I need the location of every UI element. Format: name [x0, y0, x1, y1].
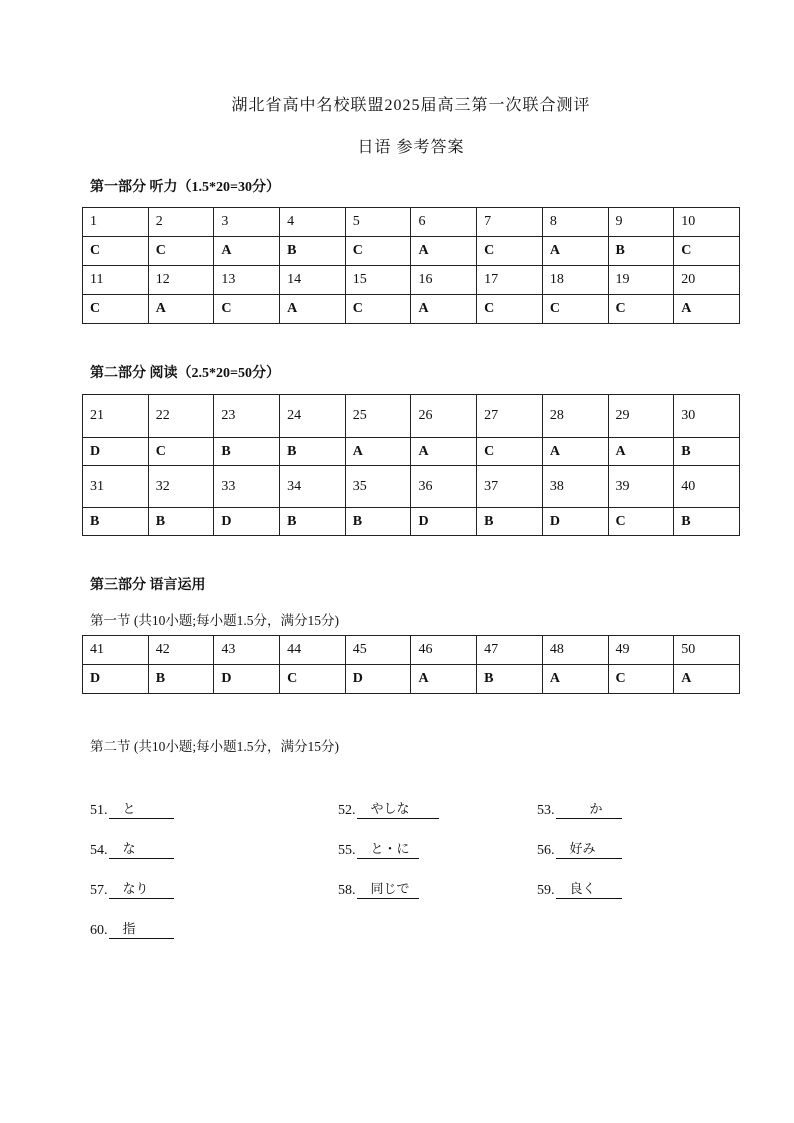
answer-blank: な: [109, 838, 174, 859]
question-number-cell: 30: [674, 395, 740, 438]
question-number-cell: 34: [280, 466, 346, 508]
answer-cell: B: [280, 508, 346, 536]
answer-cell: C: [148, 237, 214, 266]
answer-row: [83, 665, 740, 694]
question-number-cell: 19: [608, 266, 674, 295]
question-number-cell: 6: [411, 208, 477, 237]
fill-in-item: [537, 838, 622, 859]
answer-blank: 同じで: [357, 878, 419, 899]
question-number: 56.: [537, 843, 555, 858]
answer-cell: C: [608, 665, 674, 694]
question-number-cell: 14: [280, 266, 346, 295]
question-number-cell: 46: [411, 636, 477, 665]
part1-heading: 第一部分 听力（1.5*20=30分）: [90, 180, 280, 195]
answer-cell: A: [345, 438, 411, 466]
answer-cell: A: [411, 665, 477, 694]
answer-blank: 指: [109, 918, 174, 939]
answer-cell: C: [477, 438, 543, 466]
answer-cell: A: [280, 295, 346, 324]
question-number-cell: 42: [148, 636, 214, 665]
question-number-cell: 29: [608, 395, 674, 438]
question-number-cell: 9: [608, 208, 674, 237]
question-number-row: [83, 208, 740, 237]
answer-cell: A: [411, 237, 477, 266]
fill-in-item: [338, 878, 419, 899]
answer-cell: B: [608, 237, 674, 266]
question-number-cell: 31: [83, 466, 149, 508]
question-number-cell: 2: [148, 208, 214, 237]
question-number-cell: 38: [542, 466, 608, 508]
answer-cell: D: [83, 438, 149, 466]
question-number-cell: 23: [214, 395, 280, 438]
answer-cell: B: [674, 438, 740, 466]
question-number-cell: 21: [83, 395, 149, 438]
question-number-cell: 49: [608, 636, 674, 665]
answer-blank: か: [556, 798, 622, 819]
fill-in-item: [90, 798, 174, 819]
answer-cell: A: [542, 237, 608, 266]
question-number-cell: 50: [674, 636, 740, 665]
question-number: 51.: [90, 803, 108, 818]
question-number-cell: 27: [477, 395, 543, 438]
question-number: 54.: [90, 843, 108, 858]
question-number: 53.: [537, 803, 555, 818]
answer-cell: A: [411, 438, 477, 466]
fill-in-item: [338, 798, 439, 819]
question-number-row: [83, 395, 740, 438]
part3-section2-heading: 第二节 (共10小题;每小题1.5分，满分15分): [90, 739, 339, 754]
answer-blank: なり: [109, 878, 174, 899]
fill-in-item: [90, 878, 174, 899]
fill-in-item: [537, 878, 622, 899]
question-number-cell: 4: [280, 208, 346, 237]
answer-cell: D: [411, 508, 477, 536]
question-number-cell: 24: [280, 395, 346, 438]
fill-in-item: [338, 838, 419, 859]
answer-cell: C: [542, 295, 608, 324]
answer-cell: B: [148, 508, 214, 536]
answer-cell: D: [214, 508, 280, 536]
fill-in-item: [537, 798, 622, 819]
document-subtitle: 日语 参考答案: [357, 139, 465, 156]
fill-in-item: [90, 838, 174, 859]
answer-cell: C: [280, 665, 346, 694]
question-number-cell: 35: [345, 466, 411, 508]
question-number: 59.: [537, 883, 555, 898]
answer-cell: B: [280, 237, 346, 266]
question-number-cell: 28: [542, 395, 608, 438]
answer-cell: B: [345, 508, 411, 536]
question-number: 58.: [338, 883, 356, 898]
question-number-cell: 17: [477, 266, 543, 295]
part3-section1-heading: 第一节 (共10小题;每小题1.5分，满分15分): [90, 613, 339, 628]
part3-section1-answer-table: [82, 635, 740, 694]
part2-answer-table: [82, 394, 740, 536]
question-number-cell: 10: [674, 208, 740, 237]
answer-cell: C: [345, 295, 411, 324]
answer-cell: B: [674, 508, 740, 536]
document-title: 湖北省高中名校联盟2025届高三第一次联合测评: [231, 97, 591, 114]
answer-cell: A: [542, 665, 608, 694]
answer-cell: B: [148, 665, 214, 694]
question-number: 57.: [90, 883, 108, 898]
answer-cell: C: [608, 295, 674, 324]
answer-cell: A: [411, 295, 477, 324]
question-number: 60.: [90, 923, 108, 938]
answer-blank: 良く: [556, 878, 622, 899]
answer-cell: B: [214, 438, 280, 466]
answer-cell: C: [477, 237, 543, 266]
answer-cell: D: [214, 665, 280, 694]
answer-cell: A: [148, 295, 214, 324]
question-number-cell: 3: [214, 208, 280, 237]
question-number-cell: 37: [477, 466, 543, 508]
question-number-cell: 32: [148, 466, 214, 508]
question-number-cell: 40: [674, 466, 740, 508]
question-number-cell: 20: [674, 266, 740, 295]
answer-cell: C: [83, 237, 149, 266]
answer-cell: B: [477, 665, 543, 694]
answer-row: [83, 295, 740, 324]
question-number-cell: 12: [148, 266, 214, 295]
answer-cell: A: [608, 438, 674, 466]
answer-cell: D: [542, 508, 608, 536]
answer-cell: B: [83, 508, 149, 536]
question-number-cell: 7: [477, 208, 543, 237]
part1-answer-table: [82, 207, 740, 324]
answer-blank: やしな: [357, 798, 439, 819]
question-number-cell: 16: [411, 266, 477, 295]
part2-heading: 第二部分 阅读（2.5*20=50分）: [90, 366, 280, 381]
question-number-row: [83, 266, 740, 295]
question-number-cell: 15: [345, 266, 411, 295]
answer-row: [83, 438, 740, 466]
answer-cell: C: [608, 508, 674, 536]
question-number-cell: 36: [411, 466, 477, 508]
question-number-cell: 8: [542, 208, 608, 237]
question-number-cell: 41: [83, 636, 149, 665]
answer-cell: C: [674, 237, 740, 266]
answer-cell: A: [214, 237, 280, 266]
question-number-row: [83, 466, 740, 508]
question-number-cell: 45: [345, 636, 411, 665]
answer-cell: A: [542, 438, 608, 466]
question-number-cell: 43: [214, 636, 280, 665]
answer-cell: C: [477, 295, 543, 324]
answer-cell: C: [345, 237, 411, 266]
question-number-cell: 1: [83, 208, 149, 237]
answer-cell: C: [214, 295, 280, 324]
answer-blank: と・に: [357, 838, 419, 859]
question-number-cell: 22: [148, 395, 214, 438]
answer-blank: 好み: [556, 838, 622, 859]
question-number-cell: 44: [280, 636, 346, 665]
question-number-cell: 18: [542, 266, 608, 295]
fill-in-item: [90, 918, 174, 939]
question-number-cell: 13: [214, 266, 280, 295]
answer-cell: D: [345, 665, 411, 694]
question-number-cell: 47: [477, 636, 543, 665]
question-number-cell: 5: [345, 208, 411, 237]
answer-row: [83, 508, 740, 536]
question-number-cell: 26: [411, 395, 477, 438]
part3-heading: 第三部分 语言运用: [90, 578, 206, 593]
question-number: 52.: [338, 803, 356, 818]
answer-row: [83, 237, 740, 266]
answer-cell: C: [83, 295, 149, 324]
answer-cell: D: [83, 665, 149, 694]
answer-cell: B: [280, 438, 346, 466]
answer-cell: B: [477, 508, 543, 536]
question-number-row: [83, 636, 740, 665]
question-number-cell: 25: [345, 395, 411, 438]
answer-blank: と: [109, 798, 174, 819]
answer-cell: C: [148, 438, 214, 466]
question-number-cell: 11: [83, 266, 149, 295]
answer-cell: A: [674, 295, 740, 324]
answer-cell: A: [674, 665, 740, 694]
question-number-cell: 48: [542, 636, 608, 665]
question-number: 55.: [338, 843, 356, 858]
question-number-cell: 33: [214, 466, 280, 508]
question-number-cell: 39: [608, 466, 674, 508]
